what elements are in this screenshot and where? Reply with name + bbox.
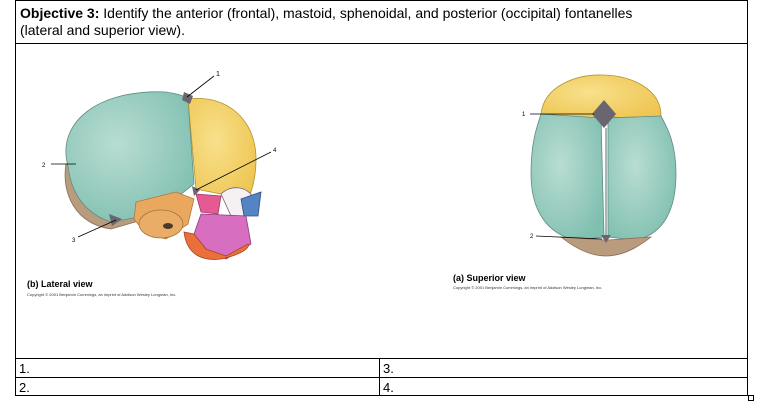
lateral-skull — [42, 71, 277, 259]
lateral-copyright: Copyright © 2001 Benjamin Cummings, an imprint of Addison Wesley Longman, Inc. — [27, 292, 177, 297]
answer-cell-3[interactable]: 3. — [380, 358, 747, 377]
answer-cell-2[interactable]: 2. — [16, 377, 380, 396]
superior-label-1: 1 — [522, 112, 526, 118]
label-3: 3 — [72, 238, 76, 244]
leader-line-1 — [187, 76, 214, 97]
lateral-view-caption: (b) Lateral view — [27, 279, 93, 289]
superior-copyright: Copyright © 2001 Benjamin Cummings, an imprint of Addison Wesley Longman, Inc. — [453, 285, 603, 290]
ear-opening — [163, 223, 173, 229]
table-resize-handle[interactable] — [748, 395, 754, 401]
label-4: 4 — [273, 148, 277, 154]
objective-text: Identify the anterior (frontal), mastoid, sphenoidal, and posterior (occipital) fontanelles — [99, 5, 633, 21]
objective-text-line-2: (lateral and superior view). — [20, 22, 185, 38]
objective-header — [16, 1, 747, 44]
superior-label-2: 2 — [530, 234, 534, 240]
answer-cell-4[interactable]: 4. — [380, 377, 747, 396]
label-1: 1 — [216, 71, 220, 78]
objective-label: Objective 3: — [20, 5, 100, 21]
label-2: 2 — [42, 163, 46, 169]
answer-table — [16, 358, 747, 396]
parietal-bone-left — [531, 114, 604, 240]
zygomatic-bone — [196, 194, 221, 214]
answer-cell-1[interactable]: 1. — [16, 358, 380, 377]
skull-diagram — [16, 44, 747, 358]
temporal-bone — [139, 210, 183, 238]
skull-figure — [16, 44, 747, 358]
superior-skull — [522, 75, 676, 256]
worksheet-table — [15, 0, 748, 396]
parietal-bone-right — [608, 116, 676, 240]
superior-view-caption: (a) Superior view — [453, 273, 526, 283]
frontal-bone — [188, 98, 256, 204]
